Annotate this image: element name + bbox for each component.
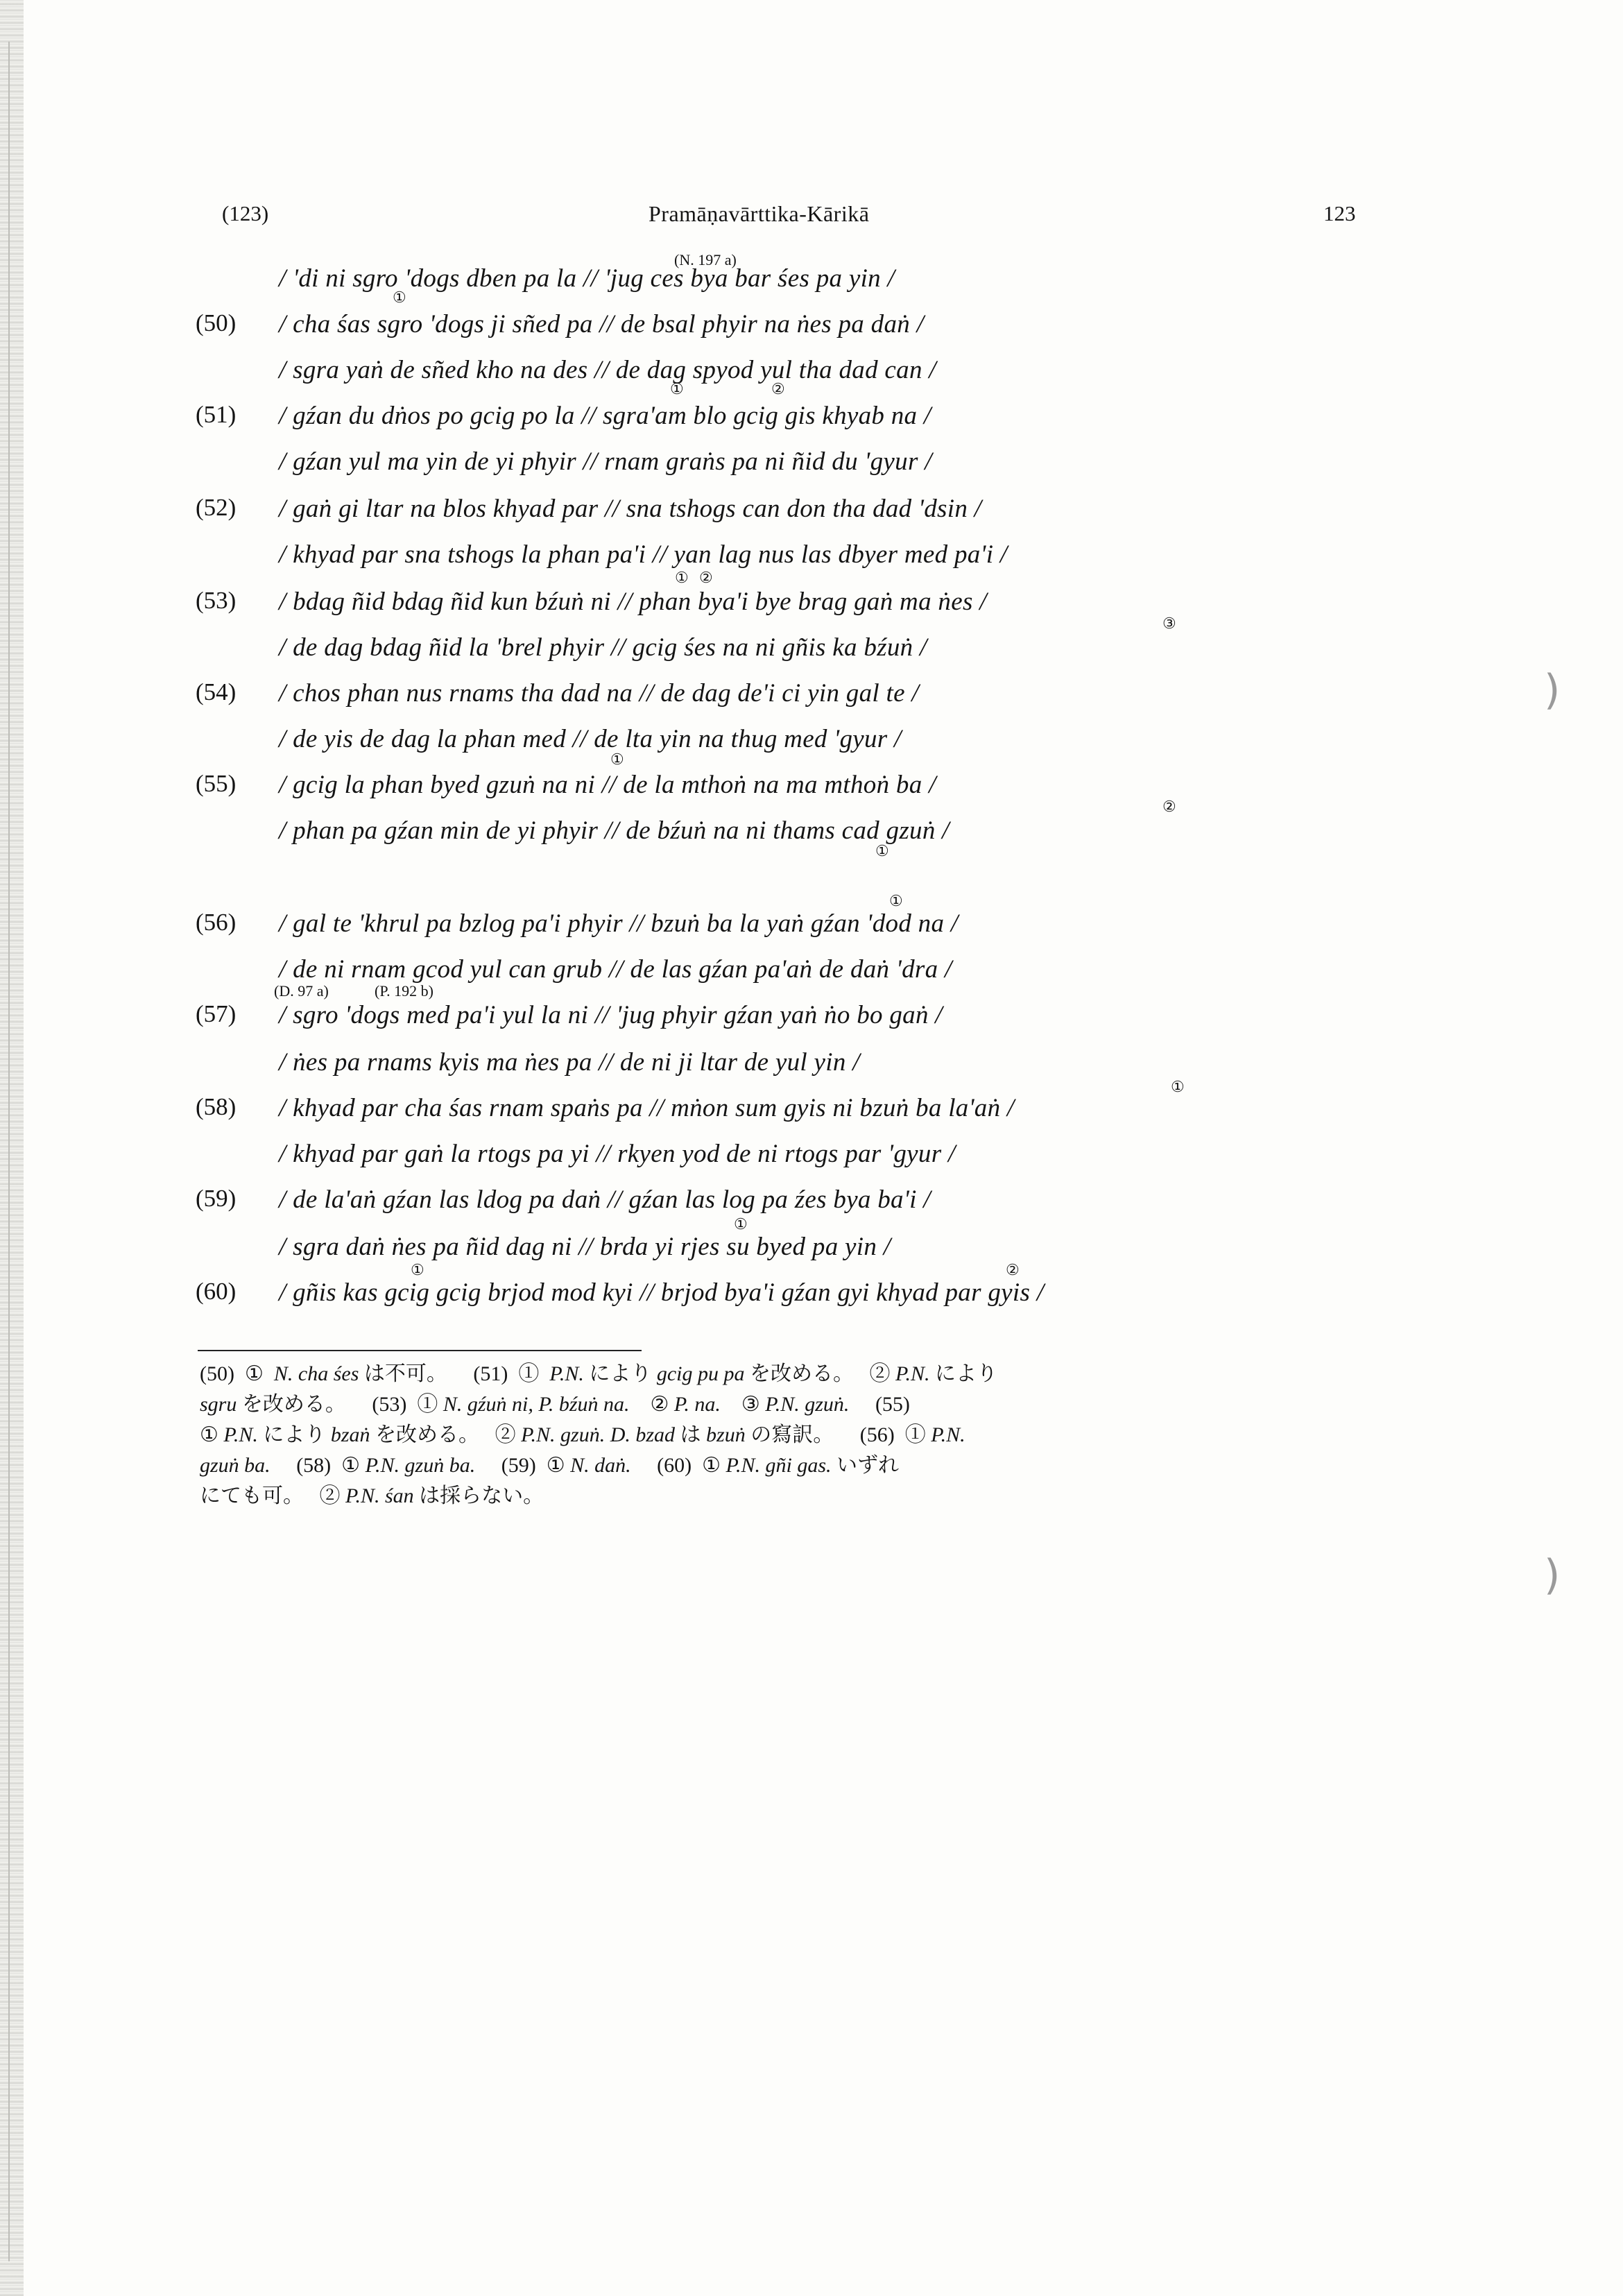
fn-num: (53) (372, 1393, 407, 1416)
folio-ref-d97a: (D. 97 a) (274, 982, 329, 1000)
fn-num: (60) (657, 1454, 692, 1477)
fn-mark: ① (904, 1423, 926, 1446)
verse-number: (57) (196, 1000, 237, 1027)
verse-line: / de yis de dag la phan med // de lta yin na thug med 'gyur / (279, 725, 902, 753)
fn-mark: ① (518, 1362, 540, 1385)
verse-number: (56) (196, 909, 237, 936)
verse-number: (55) (196, 770, 237, 797)
verse-line: / gcig la phan byed gzuṅ na ni // de la mthoṅ na ma mthoṅ ba / (279, 771, 936, 799)
margin-bracket-mark: ) (1544, 666, 1561, 714)
verse-number: (59) (196, 1185, 237, 1212)
verse-line: / bdag ñid bdag ñid kun bźuṅ ni // phan bya'i bye brag gaṅ ma ṅes / (279, 588, 987, 616)
verse-line: / ṅes pa rnams kyis ma ṅes pa // de ni ji ltar de yul yin / (279, 1048, 860, 1077)
verse-line: / gaṅ gi ltar na blos khyad par // sna tshogs can don tha dad 'dsin / (279, 495, 982, 523)
verse-line: / gal te 'khrul pa bzlog pa'i phyir // bzuṅ ba la yaṅ gźan 'dod na / (279, 909, 959, 938)
variant-mark: ① (411, 1261, 424, 1278)
variant-mark: ① (393, 289, 406, 306)
fn-mark: ① (702, 1454, 721, 1477)
verse-line: / cha śas sgro 'dogs ji sñed pa // de bsal phyir na ṅes pa daṅ / (279, 310, 925, 339)
fn-mark: ② (650, 1393, 669, 1416)
margin-bracket-mark: ) (1544, 1551, 1561, 1600)
variant-mark: ① (734, 1215, 748, 1233)
variant-mark: ③ (1162, 615, 1176, 632)
variant-mark: ① (1171, 1078, 1185, 1095)
footnote-line-4: gzuṅ ba. (58) ① P.N. gzuṅ ba. (59) ① N. daṅ. (60) ① P.N. gñi gas. いずれ (200, 1454, 900, 1477)
footnote-line-2: sgru を改める。 (53) ① N. gźuṅ ni, P. bźuṅ na. ② P. na. ③ P.N. gzuṅ. (55) (200, 1393, 910, 1416)
verse-number: (60) (196, 1278, 237, 1305)
folio-ref-p192b: (P. 192 b) (375, 982, 433, 1000)
verse-line: / khyad par sna tshogs la phan pa'i // yan lag nus las dbyer med pa'i / (279, 540, 1008, 569)
binding-line (8, 42, 10, 2261)
verse-number: (53) (196, 587, 237, 614)
fn-mark: ① (244, 1362, 264, 1385)
verse-line: / de la'aṅ gźan las ldog pa daṅ // gźan las log pa źes bya ba'i / (279, 1185, 931, 1214)
variant-mark: ① (670, 380, 684, 397)
fn-mark: ② (869, 1362, 891, 1385)
verse-line: / gñis kas gcig gcig brjod mod kyi // brjod bya'i gźan gyi khyad par gyis / (279, 1278, 1045, 1307)
fn-mark: ① (417, 1393, 438, 1416)
fn-mark: ② (495, 1423, 516, 1446)
fn-num: (51) (473, 1362, 508, 1385)
variant-mark: ② (699, 569, 713, 586)
fn-mark: ② (319, 1484, 341, 1507)
fn-mark: ① (341, 1454, 361, 1477)
running-head-left: (123) (222, 201, 269, 225)
verse-line: / phan pa gźan min de yi phyir // de bźuṅ na ni thams cad gzuṅ / (279, 816, 950, 845)
fn-num: (59) (501, 1454, 536, 1477)
verse-line: / sgra daṅ ṅes pa ñid dag ni // brda yi rjes su byed pa yin / (279, 1233, 891, 1261)
footnote-line-3: ① P.N. により bzaṅ を改める。 ② P.N. gzuṅ. D. bzad は bzuṅ の寫訳。 (56) ① P.N. (200, 1423, 965, 1446)
verse-line: / khyad par gaṅ la rtogs pa yi // rkyen yod de ni rtogs par 'gyur / (279, 1140, 956, 1168)
fn-num: (58) (296, 1454, 332, 1477)
fn-num: (55) (875, 1393, 910, 1416)
verse-number: (54) (196, 678, 237, 705)
book-binding-edge (0, 0, 24, 2296)
verse-number: (58) (196, 1093, 237, 1120)
verse-line: / sgra yaṅ de sñed kho na des // de dag spyod yul tha dad can / (279, 356, 936, 384)
fn-num: (50) (200, 1362, 234, 1385)
folio-ref-n197a: (N. 197 a) (674, 251, 737, 268)
variant-mark: ① (610, 751, 624, 768)
variant-mark: ② (771, 380, 785, 397)
verse-number: (50) (196, 309, 237, 336)
verse-line: / chos phan nus rnams tha dad na // de dag de'i ci yin gal te / (279, 679, 919, 708)
verse-line: / de dag bdag ñid la 'brel phyir // gcig śes na ni gñis ka bźuṅ / (279, 633, 927, 662)
footnote-line-1: (50) ① N. cha śes は不可。 (51) ① P.N. により gcig pu pa を改める。 ② P.N. により (200, 1362, 997, 1385)
fn-num: (56) (859, 1423, 895, 1446)
fn-mark: ③ (741, 1393, 760, 1416)
footnote-line-5: にても可。 ② P.N. śan は採らない。 (200, 1484, 544, 1507)
verse-line: / 'di ni sgro 'dogs dben pa la // 'jug ces bya bar śes pa yin / (279, 264, 895, 293)
verse-number: (51) (196, 401, 237, 428)
verse-line: / gźan yul ma yin de yi phyir // rnam graṅs pa ni ñid du 'gyur / (279, 447, 932, 476)
variant-mark: ② (1162, 798, 1176, 815)
fn-mark: ① (546, 1454, 565, 1477)
variant-mark: ① (875, 842, 889, 859)
variant-mark: ① (675, 569, 689, 586)
running-head-title: Pramāṇavārttika-Kārikā (649, 201, 870, 226)
verse-number: (52) (196, 494, 237, 521)
footnote-rule (198, 1350, 642, 1351)
verse-line: / de ni rnam gcod yul can grub // de las gźan pa'aṅ de daṅ 'dra / (279, 955, 952, 984)
page-number: 123 (1323, 201, 1356, 225)
variant-mark: ② (1006, 1261, 1020, 1278)
verse-line: / gźan du dṅos po gcig po la // sgra'am blo gcig gis khyab na / (279, 402, 931, 430)
fn-text: N. cha śes (273, 1362, 359, 1385)
variant-mark: ① (889, 892, 903, 909)
fn-text: は不可。 (363, 1362, 447, 1385)
fn-mark: ① (200, 1423, 218, 1446)
verse-line: / sgro 'dogs med pa'i yul la ni // 'jug phyir gźan yaṅ ṅo bo gaṅ / (279, 1001, 943, 1029)
verse-line: / khyad par cha śas rnam spaṅs pa // mṅon sum gyis ni bzuṅ ba la'aṅ / (279, 1094, 1015, 1122)
